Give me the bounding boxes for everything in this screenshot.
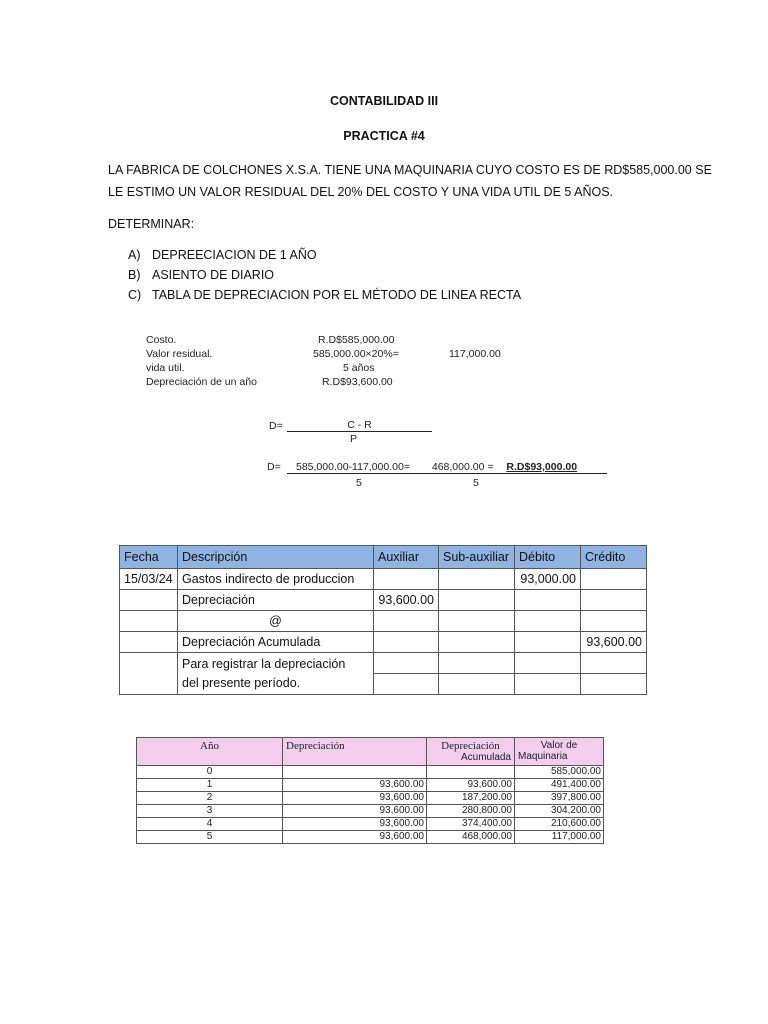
- col-fecha: Fecha: [120, 546, 178, 569]
- list-marker: B): [128, 268, 141, 282]
- cell-depreciacion: 93,600.00: [283, 792, 427, 805]
- substitution-d: D=: [267, 461, 281, 473]
- list-item: [128, 248, 317, 262]
- cell-ano: 5: [137, 831, 283, 844]
- cost-label: Costo.: [146, 334, 177, 346]
- residual-formula: 585,000.00×20%=: [313, 348, 399, 360]
- list-text: TABLA DE DEPRECIACION POR EL MÉTODO DE LINEA RECTA: [152, 288, 522, 302]
- table-row: [120, 569, 647, 590]
- cell-auxiliar: [374, 611, 439, 632]
- col-depreciacion: Depreciación: [283, 738, 427, 766]
- cell-depreciacion: 93,600.00: [283, 831, 427, 844]
- cell-auxiliar: [374, 569, 439, 590]
- table-row: [137, 779, 604, 792]
- cell-ano: 2: [137, 792, 283, 805]
- header-line-1: Valor de: [540, 740, 578, 751]
- residual-result: 117,000.00: [449, 348, 501, 360]
- cell-acumulada: 280,800.00: [427, 805, 515, 818]
- cell-debito: [515, 590, 581, 611]
- cell-acumulada: 187,200.00: [427, 792, 515, 805]
- cell-debito: [515, 674, 581, 695]
- header-line-2: Acumulada: [460, 752, 511, 763]
- cell-sub-auxiliar: [439, 674, 515, 695]
- cell-depreciacion: 93,600.00: [283, 779, 427, 792]
- cell-credito: 93,600.00: [581, 632, 647, 653]
- cell-debito: [515, 611, 581, 632]
- cell-sub-auxiliar: [439, 569, 515, 590]
- table-header-row: [120, 546, 647, 569]
- cell-fecha: [120, 632, 178, 653]
- cell-descripcion: [178, 653, 374, 695]
- cell-debito: [515, 632, 581, 653]
- cell-descripcion: Gastos indirecto de produccion: [178, 569, 374, 590]
- substitution-line: [287, 461, 607, 474]
- list-text: DEPREECIACION DE 1 AÑO: [152, 248, 317, 262]
- life-label: vida util.: [146, 362, 185, 374]
- depreciation-schedule-table: [136, 737, 604, 844]
- formula-denominator: P: [350, 433, 358, 445]
- course-title: CONTABILIDAD III: [329, 94, 439, 108]
- col-auxiliar: Auxiliar: [374, 546, 439, 569]
- cell-sub-auxiliar: [439, 632, 515, 653]
- header-line-2: Maquinaria: [518, 751, 568, 762]
- cell-valor: 491,400.00: [515, 779, 604, 792]
- cell-descripcion: Depreciación Acumulada: [178, 632, 374, 653]
- table-row: [120, 653, 647, 674]
- col-descripcion: Descripción: [178, 546, 374, 569]
- cell-sub-auxiliar: [439, 590, 515, 611]
- cell-sub-auxiliar: [439, 611, 515, 632]
- cell-debito: [515, 653, 581, 674]
- table-row: [137, 818, 604, 831]
- cell-valor: 304,200.00: [515, 805, 604, 818]
- cell-auxiliar: [374, 632, 439, 653]
- cell-acumulada: 93,600.00: [427, 779, 515, 792]
- cell-acumulada: [427, 766, 515, 779]
- problem-statement: [108, 159, 712, 203]
- statement-line-2: LE ESTIMO UN VALOR RESIDUAL DEL 20% DEL COSTO Y UNA VIDA UTIL DE 5 AÑOS.: [108, 185, 614, 199]
- col-depreciacion-acumulada: [427, 738, 515, 766]
- cell-fecha: [120, 653, 178, 695]
- formula-numerator: C - R: [287, 419, 432, 432]
- determine-label: DETERMINAR:: [108, 217, 195, 231]
- description-line-2: del presente período.: [182, 675, 301, 690]
- cell-credito: [581, 674, 647, 695]
- cell-fecha: 15/03/24: [120, 569, 178, 590]
- substitution-denominator-1: 5: [356, 477, 362, 489]
- cell-auxiliar: 93,600.00: [374, 590, 439, 611]
- list-item: [128, 288, 521, 302]
- list-item: [128, 268, 274, 282]
- table-row: [120, 611, 647, 632]
- cell-valor: 210,600.00: [515, 818, 604, 831]
- practice-title: PRACTICA #4: [343, 129, 425, 143]
- table-row: [137, 831, 604, 844]
- cell-depreciacion: [283, 766, 427, 779]
- list-marker: C): [128, 288, 142, 302]
- substitution-numerator: 585,000.00-117,000.00=: [296, 461, 410, 473]
- table-row: [120, 590, 647, 611]
- list-marker: A): [128, 248, 141, 262]
- list-text: ASIENTO DE DIARIO: [152, 268, 275, 282]
- description-line-1: Para registrar la depreciación: [182, 656, 346, 671]
- life-value: 5 años: [343, 362, 375, 374]
- depreciation-label: Depreciación de un año: [146, 376, 257, 388]
- table-row: [137, 766, 604, 779]
- substitution-result: R.D$93,000.00: [506, 461, 578, 473]
- depreciation-value: R.D$93,600.00: [322, 376, 393, 388]
- journal-entry-table: [119, 545, 647, 695]
- table-header-row: [137, 738, 604, 766]
- col-ano: Año: [137, 738, 283, 766]
- substitution-denominator-2: 5: [473, 477, 479, 489]
- cell-descripcion: @: [178, 611, 374, 632]
- header-line-1: Depreciación: [441, 740, 500, 752]
- col-credito: Crédito: [581, 546, 647, 569]
- cell-depreciacion: 93,600.00: [283, 805, 427, 818]
- cell-valor: 397,800.00: [515, 792, 604, 805]
- cell-auxiliar: [374, 653, 439, 674]
- table-row: [137, 792, 604, 805]
- residual-label: Valor residual.: [146, 348, 213, 360]
- substitution-partial: 468,000.00 =: [431, 461, 494, 473]
- cell-ano: 0: [137, 766, 283, 779]
- cell-valor: 117,000.00: [515, 831, 604, 844]
- col-valor-maquinaria: [515, 738, 604, 766]
- col-sub-auxiliar: Sub-auxiliar: [439, 546, 515, 569]
- cell-ano: 1: [137, 779, 283, 792]
- table-row: [137, 805, 604, 818]
- table-row: [120, 632, 647, 653]
- cell-ano: 4: [137, 818, 283, 831]
- col-debito: Débito: [515, 546, 581, 569]
- cell-debito: 93,000.00: [515, 569, 581, 590]
- cell-credito: [581, 590, 647, 611]
- cell-sub-auxiliar: [439, 653, 515, 674]
- cell-acumulada: 468,000.00: [427, 831, 515, 844]
- cell-fecha: [120, 590, 178, 611]
- cell-descripcion: Depreciación: [178, 590, 374, 611]
- cell-valor: 585,000.00: [515, 766, 604, 779]
- cell-ano: 3: [137, 805, 283, 818]
- cell-auxiliar: [374, 674, 439, 695]
- cell-fecha: [120, 611, 178, 632]
- cell-depreciacion: 93,600.00: [283, 818, 427, 831]
- cell-credito: [581, 611, 647, 632]
- cell-credito: [581, 569, 647, 590]
- formula-d: D=: [269, 420, 283, 432]
- cell-acumulada: 374,400.00: [427, 818, 515, 831]
- cost-value: R.D$585,000.00: [318, 334, 395, 346]
- statement-line-1: LA FABRICA DE COLCHONES X.S.A. TIENE UNA MAQUINARIA CUYO COSTO ES DE RD$585,000.00 SE: [108, 163, 712, 177]
- cell-credito: [581, 653, 647, 674]
